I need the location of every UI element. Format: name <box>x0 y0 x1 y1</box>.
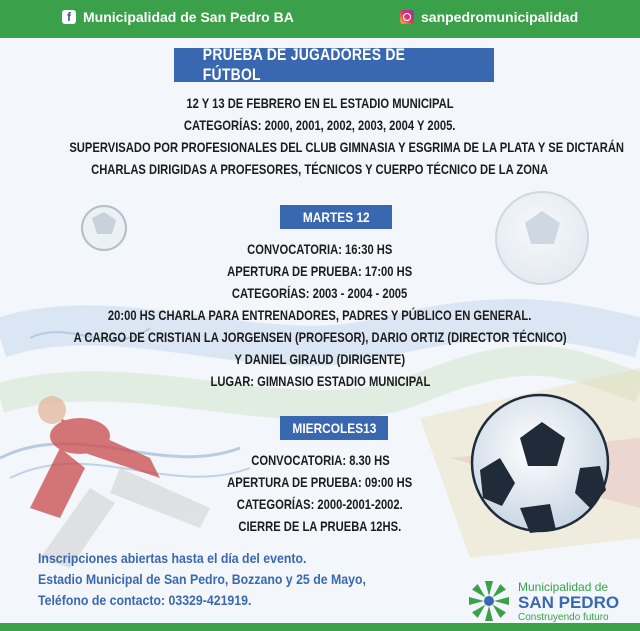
footer-line: Teléfono de contacto: 03329-421919. <box>38 592 252 608</box>
footer-line: Estadio Municipal de San Pedro, Bozzano y 25 de Mayo, <box>38 571 366 587</box>
logo-line-3: Construyendo futuro <box>518 612 609 623</box>
bottom-bar <box>0 623 640 631</box>
top-bar <box>0 0 640 38</box>
day2-line: CATEGORÍAS: 2000-2001-2002. <box>237 496 403 512</box>
day2-details <box>0 449 640 537</box>
day1-line: CATEGORÍAS: 2003 - 2004 - 2005 <box>232 285 408 301</box>
intro-line: CHARLAS DIRIGIDAS A PROFESORES, TÉCNICOS Y CUERPO TÉCNICO DE LA ZONA <box>91 161 549 177</box>
intro-line: 12 Y 13 DE FEBRERO EN EL ESTADIO MUNICIPAL <box>186 95 454 111</box>
instagram-label: sanpedromunicipalidad <box>421 9 579 25</box>
event-title: PRUEBA DE JUGADORES DE FÚTBOL <box>174 48 494 82</box>
day2-line: APERTURA DE PRUEBA: 09:00 HS <box>227 474 413 490</box>
day2-line: CONVOCATORIA: 8.30 HS <box>250 452 390 468</box>
facebook-icon: f <box>62 10 76 24</box>
day1-line: Y DANIEL GIRAUD (DIRIGENTE) <box>234 351 406 367</box>
footer-line: Inscripciones abiertas hasta el día del evento. <box>38 550 307 566</box>
logo-line-2: SAN PEDRO <box>518 593 620 612</box>
day1-line: 20:00 HS CHARLA PARA ENTRENADORES, PADRES Y PÚBLICO EN GENERAL. <box>108 307 532 323</box>
day2-label: MIERCOLES13 <box>280 416 388 440</box>
municipality-logo <box>466 578 636 624</box>
day1-line: CONVOCATORIA: 16:30 HS <box>247 241 393 257</box>
facebook-label: Municipalidad de San Pedro BA <box>83 9 294 25</box>
day1-line: LUGAR: GIMNASIO ESTADIO MUNICIPAL <box>210 373 430 389</box>
intro-text <box>0 92 640 180</box>
instagram-link[interactable] <box>400 9 578 25</box>
facebook-link[interactable] <box>62 9 294 25</box>
instagram-icon <box>400 10 414 24</box>
logo-line-1: Municipalidad de <box>518 580 609 594</box>
sunburst-logo-icon <box>466 578 512 624</box>
intro-line: CATEGORÍAS: 2000, 2001, 2002, 2003, 2004 Y 2005. <box>184 117 456 133</box>
day1-line: APERTURA DE PRUEBA: 17:00 HS <box>227 263 413 279</box>
day1-details <box>0 238 640 392</box>
day2-line: CIERRE DE LA PRUEBA 12HS. <box>238 518 402 534</box>
intro-line: SUPERVISADO POR PROFESIONALES DEL CLUB GIMNASIA Y ESGRIMA DE LA PLATA Y SE DICTARÁN <box>69 139 625 155</box>
day1-line: A CARGO DE CRISTIAN LA JORGENSEN (PROFESOR), DARIO ORTIZ (DIRECTOR TÉCNICO) <box>73 329 567 345</box>
day1-label: MARTES 12 <box>280 205 392 229</box>
contact-info <box>38 548 411 611</box>
